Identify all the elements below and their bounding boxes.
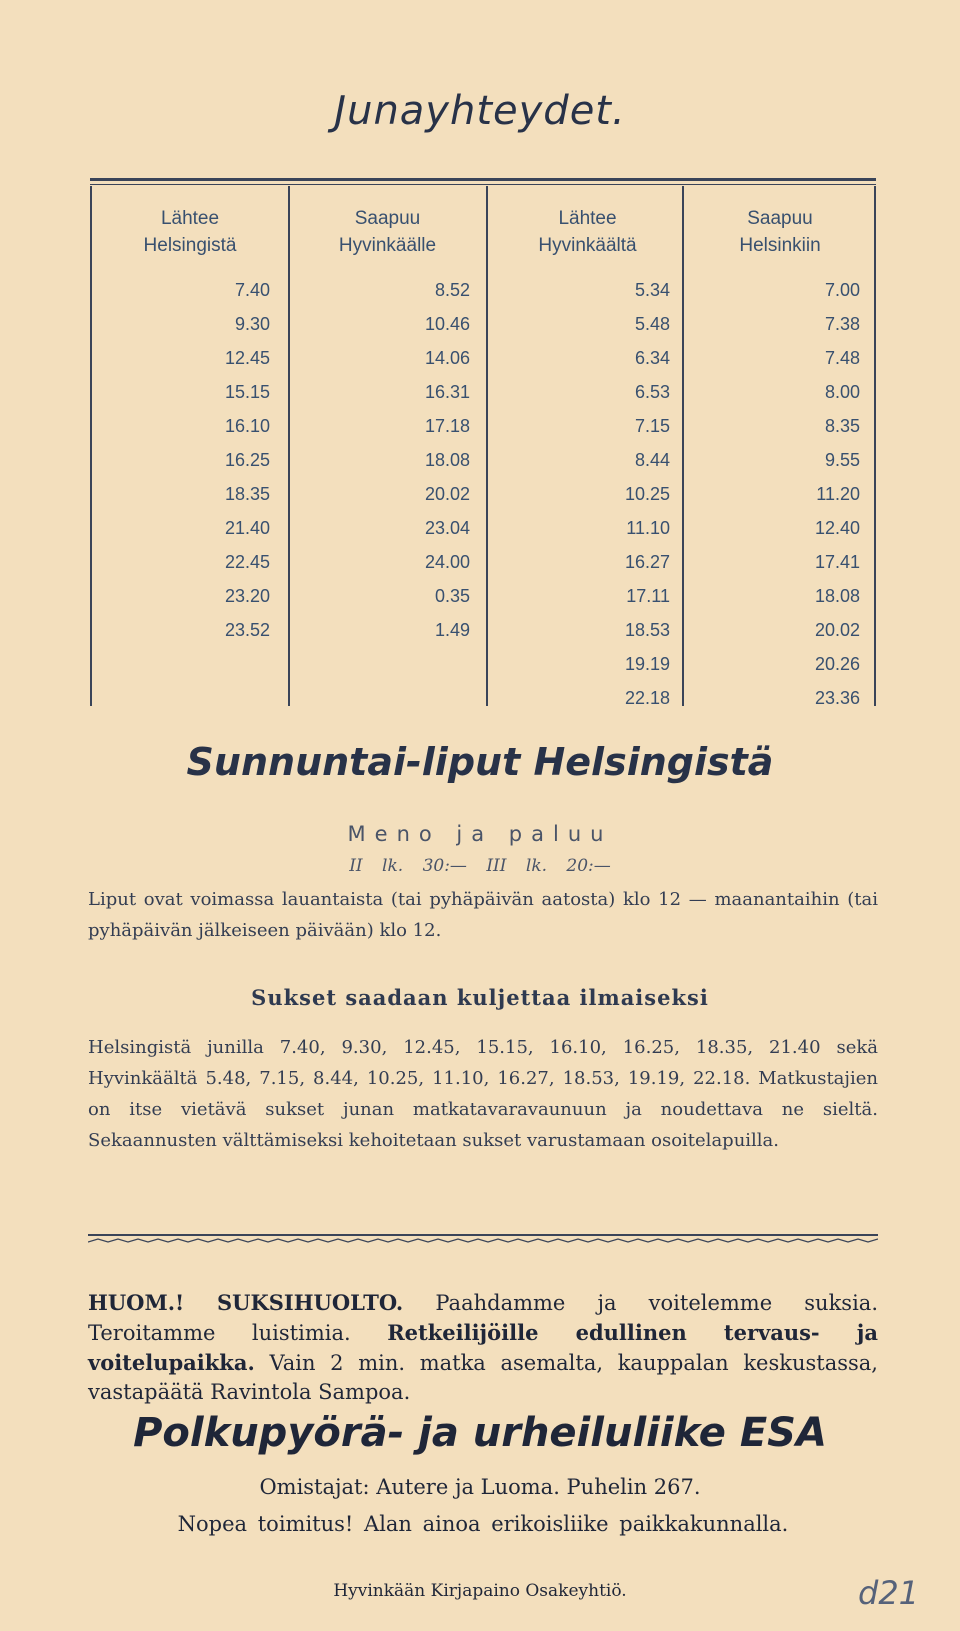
decorative-divider <box>88 1232 878 1246</box>
shop-owners: Omistajat: Autere ja Luoma. Puhelin 267. <box>259 1475 701 1499</box>
time-cell: 7.00 <box>824 280 860 300</box>
time-cell: 17.41 <box>814 552 860 572</box>
ad-highlight: Retkeilijöille edullinen tervaus- ja voitelupaikka. <box>88 1320 879 1375</box>
column-depart-hyvinkaa <box>505 205 670 715</box>
ski-service-ad <box>88 1288 878 1407</box>
ad-text: Paahdamme ja voitelemme suksia. Teroitamme luistimia. <box>88 1291 879 1345</box>
column-arrive-hyvinkaa <box>305 205 470 647</box>
column-depart-helsinki <box>110 205 270 647</box>
column-header-line1: Lähtee <box>558 208 617 229</box>
time-cell: 10.46 <box>424 314 470 334</box>
time-cell: 23.52 <box>224 620 270 640</box>
time-cell: 7.40 <box>234 280 270 300</box>
time-list <box>305 273 470 647</box>
time-cell: 8.00 <box>824 382 860 402</box>
column-header-line1: Saapuu <box>354 208 421 229</box>
time-cell: 19.19 <box>624 654 670 674</box>
ticket-validity-text: Liput ovat voimassa lauantaista (tai pyhäpäivän aatosta) klo 12 — maanantaihin (tai pyhäpäivän jälkeiseen päivään) klo 12. <box>88 889 878 941</box>
column-header-line2: Hyvinkäältä <box>538 235 637 256</box>
time-cell: 16.10 <box>224 416 270 436</box>
time-cell: 16.27 <box>624 552 670 572</box>
time-cell: 23.04 <box>424 518 470 538</box>
table-top-rule-thin <box>90 184 876 185</box>
time-cell: 0.35 <box>434 586 470 606</box>
time-cell: 8.52 <box>434 280 470 300</box>
time-cell: 8.44 <box>634 450 670 470</box>
time-cell: 6.53 <box>634 382 670 402</box>
time-cell: 18.35 <box>224 484 270 504</box>
ad-heading: HUOM.! SUKSIHUOLTO. <box>88 1290 404 1315</box>
time-cell: 7.38 <box>824 314 860 334</box>
time-cell: 23.20 <box>224 586 270 606</box>
column-arrive-helsinki <box>700 205 860 715</box>
column-header-line1: Saapuu <box>747 208 813 229</box>
return-trip-label: Meno ja paluu <box>347 822 613 846</box>
time-cell: 9.30 <box>234 314 270 334</box>
time-cell: 6.34 <box>634 348 670 368</box>
shop-name: Polkupyörä- ja urheiluliike ESA <box>133 1410 827 1456</box>
time-cell: 7.48 <box>824 348 860 368</box>
time-cell: 18.53 <box>624 620 670 640</box>
time-cell: 8.35 <box>824 416 860 436</box>
time-cell: 15.15 <box>224 382 270 402</box>
time-cell: 16.25 <box>224 450 270 470</box>
time-cell: 23.36 <box>814 688 860 708</box>
time-cell: 22.18 <box>624 688 670 708</box>
time-cell: 17.18 <box>424 416 470 436</box>
time-cell: 20.02 <box>814 620 860 640</box>
time-cell: 14.06 <box>424 348 470 368</box>
time-cell: 5.48 <box>634 314 670 334</box>
ad-text: Vain 2 min. matka asemalta, kauppalan keskustassa, vastapäätä Ravintola Sampoa. <box>88 1351 878 1404</box>
time-cell: 20.26 <box>814 654 860 674</box>
table-divider-3 <box>682 186 684 706</box>
table-top-rule <box>90 178 876 181</box>
shop-tagline: Nopea toimitus! Alan ainoa erikoisliike paikkakunnalla. <box>177 1512 789 1536</box>
column-header-line2: Helsingistä <box>143 235 237 256</box>
page-title: Junayhteydet. <box>334 88 626 134</box>
time-cell: 22.45 <box>224 552 270 572</box>
handwritten-mark: d21 <box>858 1574 920 1612</box>
sunday-tickets-heading: Sunnuntai-liput Helsingistä <box>186 740 774 784</box>
time-list <box>505 273 670 715</box>
ski-transport-heading: Sukset saadaan kuljettaa ilmaiseksi <box>251 985 709 1010</box>
time-cell: 5.34 <box>634 280 670 300</box>
time-cell: 12.40 <box>814 518 860 538</box>
time-cell: 11.10 <box>626 518 670 538</box>
time-cell: 11.20 <box>816 484 860 504</box>
column-header-line2: Helsinkiin <box>739 235 821 256</box>
time-list <box>700 273 860 715</box>
time-cell: 24.00 <box>424 552 470 572</box>
time-cell: 10.25 <box>624 484 670 504</box>
time-cell: 12.45 <box>224 348 270 368</box>
table-divider-1 <box>288 186 290 706</box>
table-right-border <box>874 186 876 706</box>
time-cell: 18.08 <box>814 586 860 606</box>
column-header-line2: Hyvinkäälle <box>338 235 437 256</box>
time-cell: 1.49 <box>434 620 470 640</box>
time-list <box>110 273 270 647</box>
time-cell: 17.11 <box>626 586 670 606</box>
table-divider-2 <box>486 186 488 706</box>
time-cell: 20.02 <box>424 484 470 504</box>
ski-transport-text: Helsingistä junilla 7.40, 9.30, 12.45, 15.15, 16.10, 16.25, 18.35, 21.40 sekä Hyvinkäältä 5.48, 7.15, 8.44, 10.25, 11.10, 16.27, 18.53, 19.19, 22.18. Matkustajien on itse vietävä sukset junan matkatavaravaunuun ja noudettava ne sieltä. Sekaannusten välttämiseksi kehoitetaan sukset varustamaan osoitelapuilla. <box>88 1037 878 1151</box>
time-cell: 9.55 <box>824 450 860 470</box>
column-header-line1: Lähtee <box>160 208 220 229</box>
ticket-prices: II lk. 30:— III lk. 20:— <box>349 856 611 876</box>
time-cell: 16.31 <box>424 382 470 402</box>
time-cell: 21.40 <box>224 518 270 538</box>
table-left-border <box>90 186 92 706</box>
time-cell: 7.15 <box>634 416 670 436</box>
printer-credit: Hyvinkään Kirjapaino Osakeyhtiö. <box>333 1581 627 1601</box>
time-cell: 18.08 <box>424 450 470 470</box>
